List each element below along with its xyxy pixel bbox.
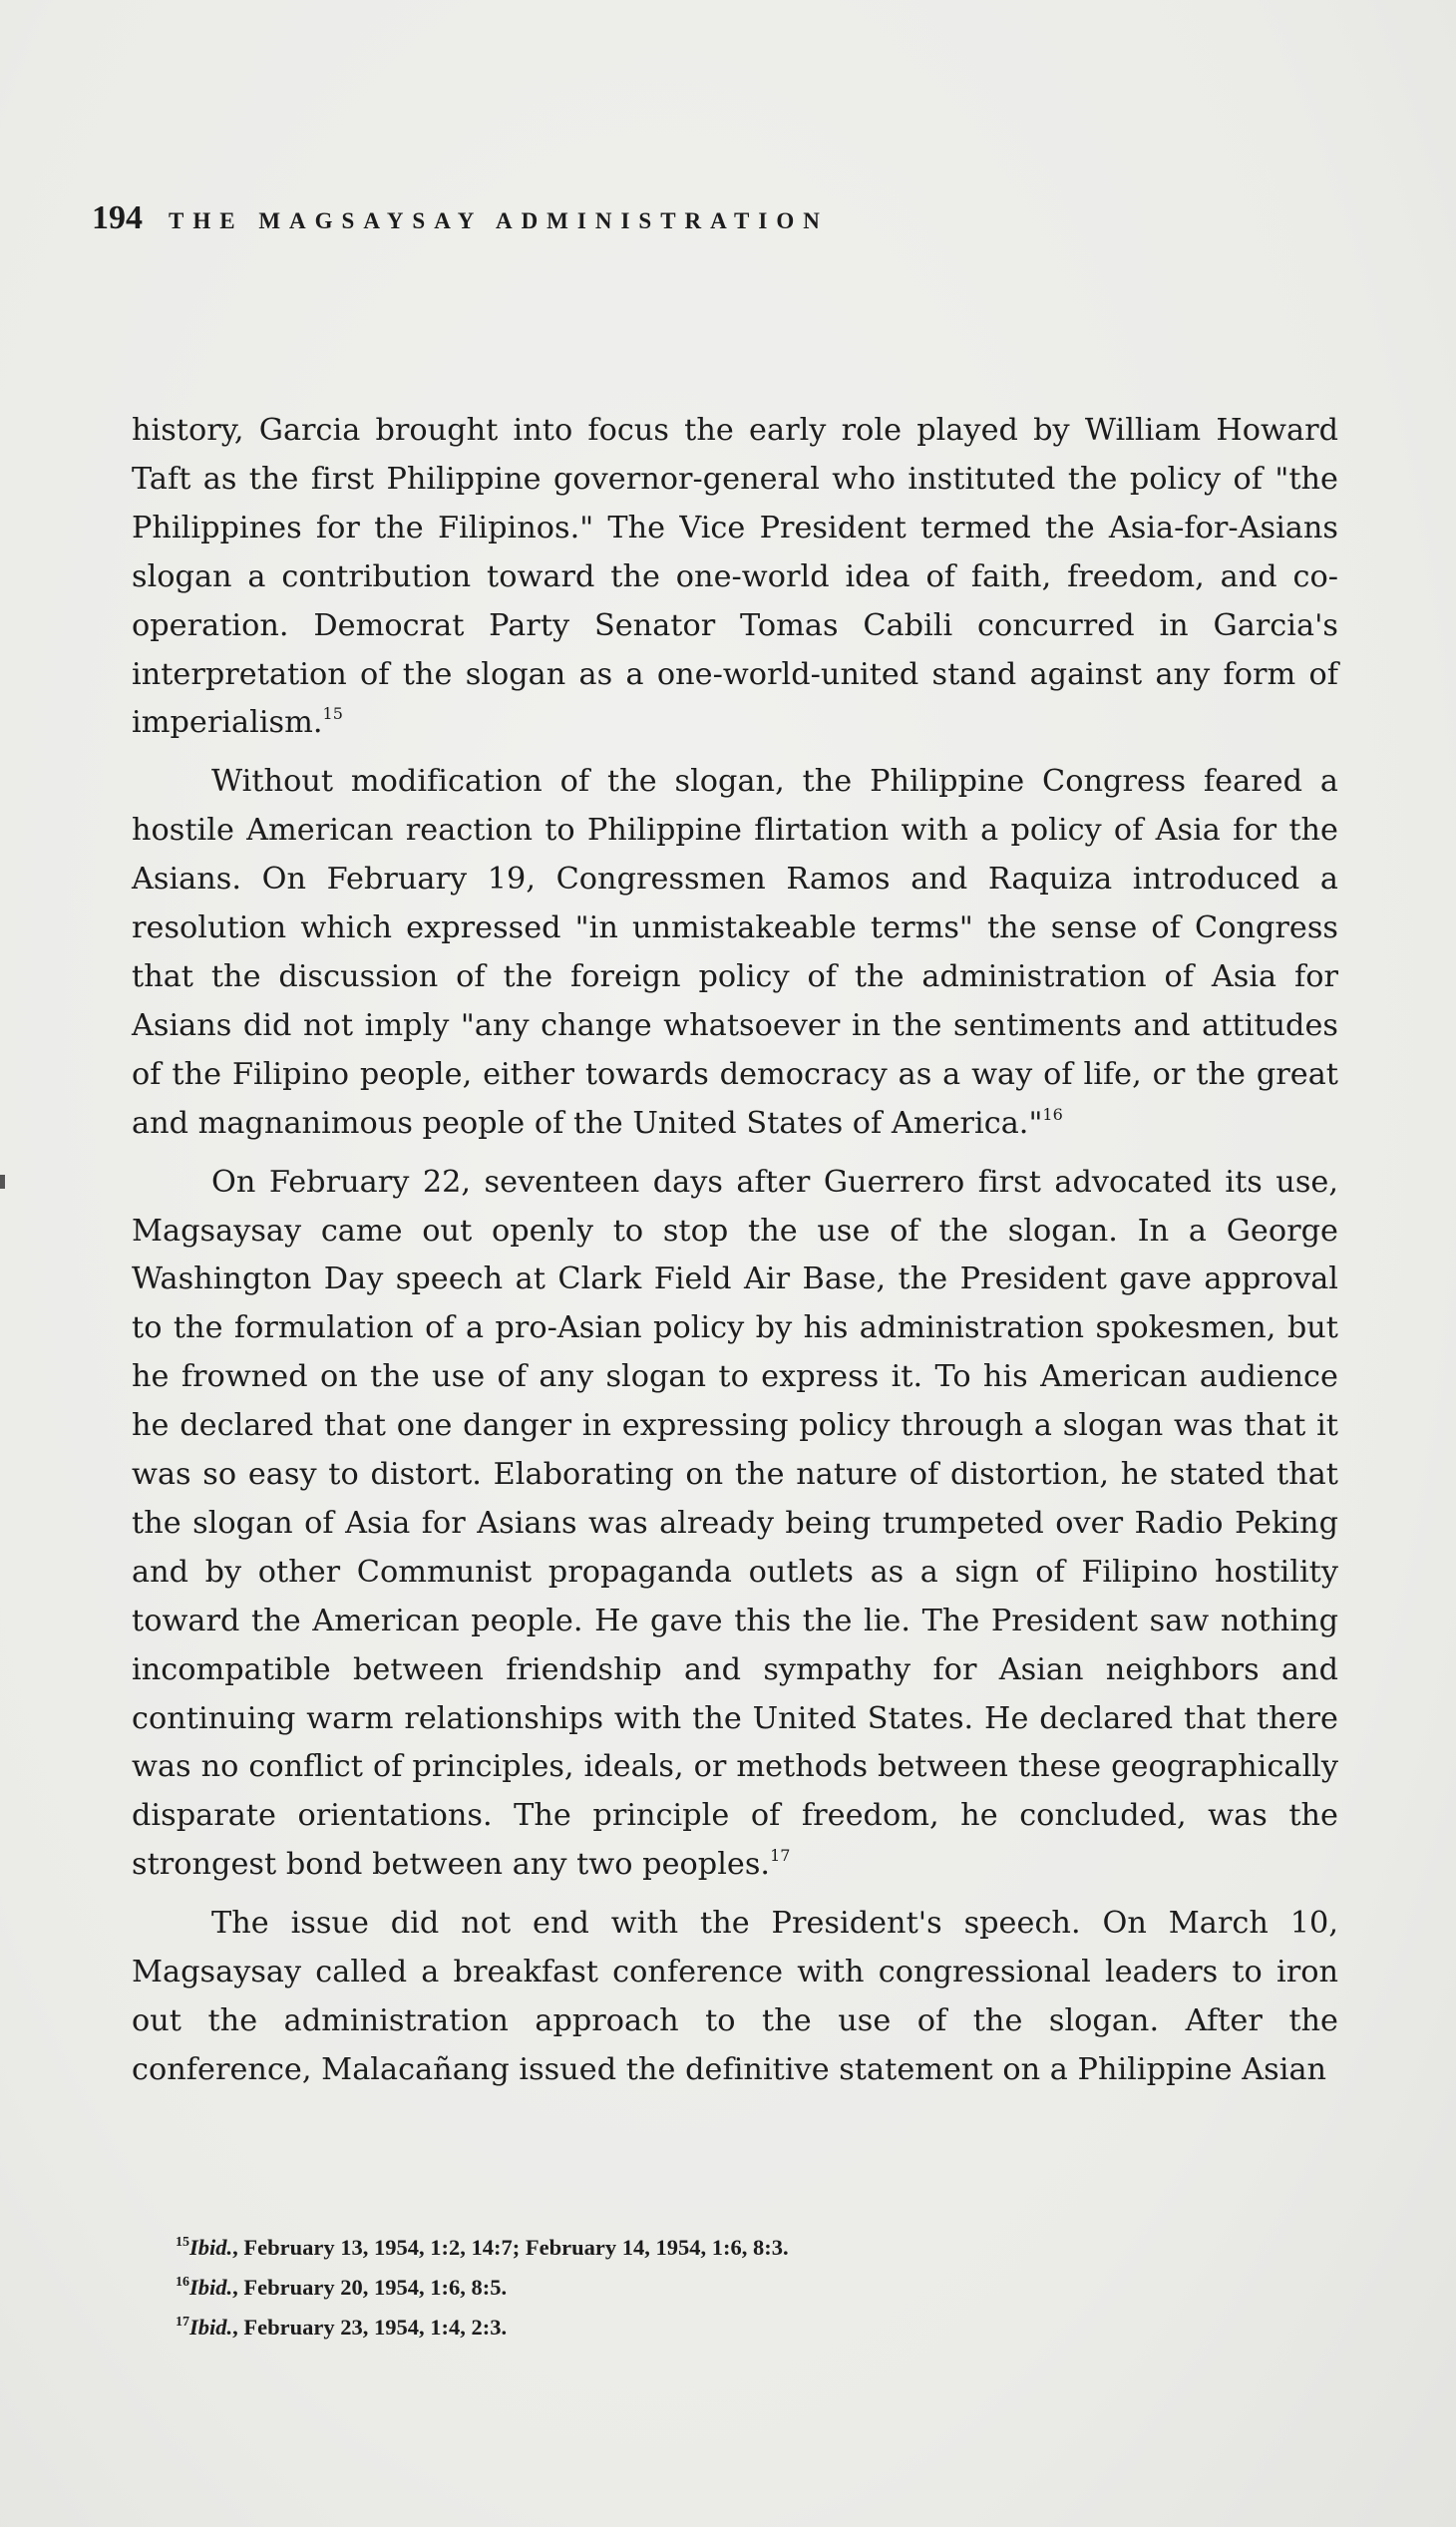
footnotes: [176, 2228, 1273, 2347]
running-title: THE MAGSAYSAY ADMINISTRATION: [169, 208, 829, 233]
paragraph-text: history, Garcia brought into focus the early role played by William Howard Taft as the first Philippine governor-general who instituted the policy of "the Philippines for the Filipinos." The Vice President termed the Asia-for-Asians slogan a contribution toward the one-world idea of faith, freedom, and co-operation. Democrat Party Senator Tomas Cabili concurred in Garcia's interpretation of the slogan as a one-world-united stand against any form of imperialism.: [132, 413, 1338, 741]
footnote-source: Ibid.: [189, 2275, 233, 2300]
paragraph: [132, 758, 1338, 1148]
footnote-citation: , February 13, 1954, 1:2, 14:7; February 14, 1954, 1:6, 8:3.: [232, 2235, 789, 2260]
running-head: [92, 199, 829, 237]
page-number: 194: [92, 199, 143, 236]
margin-mark: [0, 1175, 5, 1189]
paragraph: [132, 1900, 1338, 2095]
paragraph-text: The issue did not end with the President's speech. On March 10, Magsaysay called a breakfast conference with congressional leaders to iron out the administration approach to the use of the slogan. After the conference, Malacañang issued the definitive statement on a Philippine Asian: [132, 1906, 1338, 2087]
footnote: [176, 2308, 1273, 2347]
paragraph-text: Without modification of the slogan, the Philippine Congress feared a hostile American reaction to Philippine flirtation with a policy of Asia for the Asians. On February 19, Congressmen Ramos and Raquiza introduced a resolution which expressed "in unmistakeable terms" the sense of Congress that the discussion of the foreign policy of the administration of Asia for Asians did not imply "any change whatsoever in the sentiments and attitudes of the Filipino people, either towards democracy as a way of life, or the great and magnanimous people of the United States of America.": [132, 764, 1338, 1141]
footnote-source: Ibid.: [189, 2315, 233, 2340]
footnote-source: Ibid.: [189, 2235, 233, 2260]
footnote: [176, 2268, 1273, 2308]
body-text: [132, 407, 1338, 2095]
footnote-reference: 16: [1042, 1104, 1063, 1124]
footnote-reference: 17: [770, 1846, 791, 1866]
footnote-number: 17: [176, 2315, 189, 2330]
footnote-reference: 15: [322, 704, 343, 724]
paragraph-text: On February 22, seventeen days after Guerrero first advocated its use, Magsaysay came out openly to stop the use of the slogan. In a George Washington Day speech at Clark Field Air Base, the President gave approval to the formulation of a pro-Asian policy by his administration spokesmen, but he frowned on the use of any slogan to express it. To his American audience he declared that one danger in expressing policy through a slogan was that it was so easy to distort. Elaborating on the nature of distortion, he stated that the slogan of Asia for Asians was already being trumpeted over Radio Peking and by other Communist propaganda outlets as a sign of Filipino hostility toward the American people. He gave this the lie. The President saw nothing incompatible between friendship and sympathy for Asian neighbors and continuing warm relationships with the United States. He declared that there was no conflict of principles, ideals, or methods between these geographically disparate orientations. The principle of freedom, he concluded, was the strongest bond between any two peoples.: [132, 1164, 1338, 1883]
footnote-citation: , February 20, 1954, 1:6, 8:5.: [232, 2275, 508, 2300]
footnote-number: 15: [176, 2235, 189, 2250]
footnote-citation: , February 23, 1954, 1:4, 2:3.: [232, 2315, 508, 2340]
footnote-number: 16: [176, 2275, 189, 2290]
paragraph: [132, 1159, 1338, 1891]
paragraph: [132, 407, 1338, 748]
footnote: [176, 2228, 1273, 2268]
